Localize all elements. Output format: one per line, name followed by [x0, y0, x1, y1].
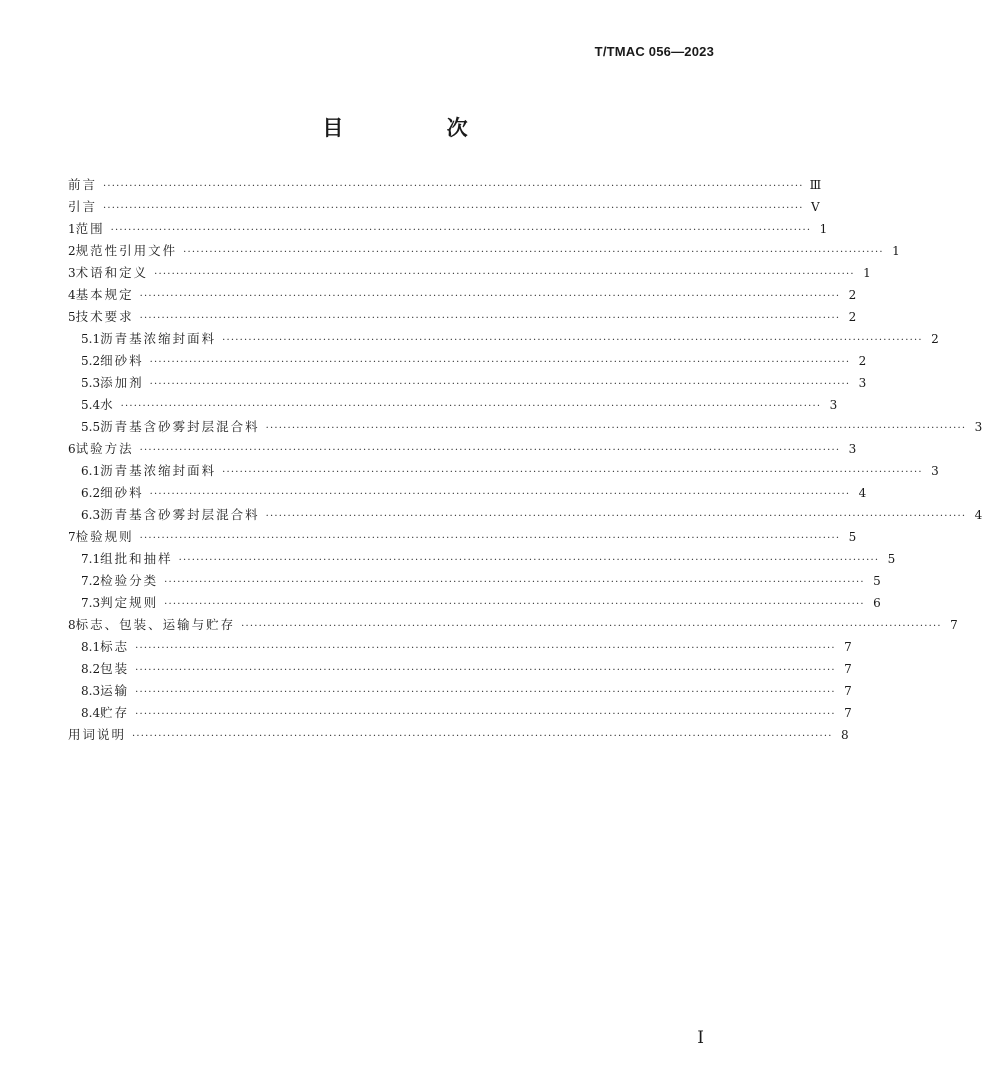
toc-leader-dots: ································································································································································	[149, 357, 851, 368]
toc-leader-dots: ································································································································································	[132, 731, 833, 742]
toc-entry-page: 2	[848, 310, 857, 324]
toc-entry-number: 4	[68, 288, 76, 302]
toc-entry-label: 包装	[100, 661, 130, 676]
toc-entry-number: 5.1	[81, 332, 101, 346]
toc-entry[interactable]	[68, 306, 857, 328]
toc-entry-label: 沥青基含砂雾封层混合料	[100, 507, 260, 522]
page-title: 目 次	[322, 115, 516, 140]
toc-entry[interactable]	[68, 702, 852, 724]
toc-entry-number: 5.4	[81, 398, 101, 412]
toc-leader-dots: ································································································································································	[135, 709, 836, 720]
toc-entry-label: 术语和定义	[75, 265, 149, 280]
toc-entry[interactable]	[68, 526, 857, 548]
toc-entry-number: 2	[68, 244, 76, 258]
table-of-contents	[68, 174, 982, 746]
toc-entry-label: 沥青基浓缩封面料	[100, 463, 217, 478]
toc-entry-label: 检验分类	[100, 573, 159, 588]
toc-entry[interactable]	[68, 636, 852, 658]
toc-entry-number: 7.1	[81, 552, 101, 566]
toc-entry[interactable]	[68, 438, 857, 460]
toc-entry-page: 2	[848, 288, 857, 302]
toc-entry[interactable]	[68, 196, 820, 218]
document-code: T/TMAC 056—2023	[594, 44, 714, 59]
toc-entry[interactable]	[68, 680, 852, 702]
toc-entry-label: 试验方法	[75, 441, 134, 456]
toc-entry-label: 引言	[68, 199, 98, 214]
toc-entry-page: 5	[887, 552, 896, 566]
toc-leader-dots: ································································································································································	[139, 313, 841, 324]
toc-entry-page: 8	[840, 728, 849, 742]
toc-entry-number: 8	[68, 618, 76, 632]
toc-entry-number: 3	[68, 266, 76, 280]
page-number: Ⅰ	[697, 1028, 704, 1048]
toc-leader-dots: ································································································································································	[222, 335, 923, 346]
toc-entry-number: 6	[68, 442, 76, 456]
toc-entry-page: 1	[863, 266, 871, 280]
toc-entry-number: 7.3	[81, 596, 101, 610]
toc-entry-label: 判定规则	[100, 595, 159, 610]
toc-entry-number: 5.3	[81, 376, 101, 390]
toc-entry[interactable]	[68, 262, 871, 284]
toc-entry-page: 7	[844, 640, 852, 654]
toc-entry-label: 细砂料	[100, 485, 144, 500]
toc-entry[interactable]	[68, 570, 881, 592]
toc-leader-dots: ································································································································································	[135, 643, 836, 654]
toc-leader-dots: ································································································································································	[110, 225, 812, 236]
toc-entry-label: 水	[100, 397, 115, 412]
toc-entry-number: 7.2	[81, 574, 101, 588]
toc-entry-page: 3	[974, 420, 982, 434]
toc-entry-label: 细砂料	[100, 353, 144, 368]
toc-entry-number: 1	[68, 222, 76, 236]
toc-entry-page: 4	[858, 486, 867, 500]
toc-leader-dots: ································································································································································	[135, 687, 836, 698]
toc-leader-dots: ································································································································································	[154, 269, 855, 280]
toc-entry[interactable]	[68, 174, 822, 196]
toc-entry-number: 5.5	[81, 420, 101, 434]
toc-entry-page: 5	[873, 574, 881, 588]
toc-leader-dots: ································································································································································	[135, 665, 836, 676]
toc-entry[interactable]	[68, 416, 982, 438]
toc-entry-label: 技术要求	[75, 309, 134, 324]
toc-leader-dots: ································································································································································	[164, 599, 865, 610]
toc-entry-page: 6	[873, 596, 881, 610]
toc-entry[interactable]	[68, 614, 958, 636]
toc-entry-number: 7	[68, 530, 76, 544]
toc-leader-dots: ································································································································································	[178, 555, 880, 566]
toc-entry-number: 8.1	[81, 640, 101, 654]
toc-entry-label: 范围	[75, 221, 105, 236]
toc-entry-page: 7	[844, 706, 852, 720]
toc-entry-page: 2	[858, 354, 867, 368]
toc-entry[interactable]	[68, 328, 939, 350]
toc-entry-label: 组批和抽样	[100, 551, 173, 566]
toc-entry[interactable]	[68, 504, 982, 526]
toc-entry-label: 沥青基含砂雾封层混合料	[100, 419, 260, 434]
toc-leader-dots: ································································································································································	[265, 423, 967, 434]
toc-leader-dots: ································································································································································	[149, 379, 851, 390]
toc-entry-page: 5	[848, 530, 857, 544]
toc-entry-page: 7	[844, 684, 852, 698]
toc-entry-page: 7	[844, 662, 852, 676]
toc-entry[interactable]	[68, 218, 828, 240]
toc-entry-page: 1	[819, 222, 828, 236]
toc-entry[interactable]	[68, 482, 867, 504]
toc-entry-page: Ⅲ	[809, 178, 822, 192]
toc-leader-dots: ································································································································································	[120, 401, 822, 412]
toc-entry-page: 7	[950, 618, 958, 632]
toc-entry-page: 2	[931, 332, 939, 346]
toc-leader-dots: ································································································································································	[265, 511, 967, 522]
toc-entry[interactable]	[68, 372, 867, 394]
toc-leader-dots: ································································································································································	[183, 247, 884, 258]
toc-entry-number: 6.3	[81, 508, 101, 522]
toc-entry-label: 规范性引用文件	[75, 243, 178, 258]
toc-leader-dots: ································································································································································	[139, 445, 841, 456]
toc-entry-page: 1	[892, 244, 900, 258]
toc-leader-dots: ································································································································································	[139, 291, 841, 302]
toc-entry-label: 基本规定	[75, 287, 134, 302]
toc-entry-page: Ⅴ	[810, 200, 820, 214]
toc-entry[interactable]	[68, 350, 867, 372]
toc-entry-label: 用词说明	[68, 727, 127, 742]
toc-entry-number: 6.2	[81, 486, 101, 500]
toc-entry-number: 6.1	[81, 464, 101, 478]
toc-entry[interactable]	[68, 460, 939, 482]
toc-entry[interactable]	[68, 548, 896, 570]
toc-entry-label: 检验规则	[75, 529, 134, 544]
toc-leader-dots: ································································································································································	[222, 467, 923, 478]
toc-entry-page: 3	[858, 376, 867, 390]
toc-entry-label: 标志	[100, 639, 130, 654]
toc-leader-dots: ································································································································································	[149, 489, 851, 500]
toc-entry-number: 8.3	[81, 684, 101, 698]
toc-entry-page: 3	[848, 442, 857, 456]
toc-entry-number: 8.2	[81, 662, 101, 676]
toc-leader-dots: ································································································································································	[241, 621, 942, 632]
toc-entry-label: 运输	[100, 683, 130, 698]
toc-entry[interactable]	[68, 394, 838, 416]
toc-entry[interactable]	[68, 592, 881, 614]
toc-leader-dots: ································································································································································	[103, 203, 804, 214]
toc-entry[interactable]	[68, 658, 852, 680]
toc-entry-number: 8.4	[81, 706, 101, 720]
toc-leader-dots: ································································································································································	[103, 181, 804, 192]
toc-entry[interactable]	[68, 724, 849, 746]
toc-entry-number: 5.2	[81, 354, 101, 368]
toc-entry-label: 前言	[68, 177, 98, 192]
toc-entry-page: 3	[931, 464, 939, 478]
toc-entry-page: 4	[974, 508, 982, 522]
toc-entry[interactable]	[68, 284, 857, 306]
toc-entry[interactable]	[68, 240, 900, 262]
toc-entry-page: 3	[829, 398, 838, 412]
toc-entry-number: 5	[68, 310, 76, 324]
toc-entry-label: 添加剂	[100, 375, 144, 390]
toc-entry-label: 沥青基浓缩封面料	[100, 331, 217, 346]
toc-entry-label: 标志、包装、运输与贮存	[75, 617, 236, 632]
toc-leader-dots: ································································································································································	[164, 577, 865, 588]
toc-entry-label: 贮存	[100, 705, 130, 720]
toc-leader-dots: ································································································································································	[139, 533, 841, 544]
